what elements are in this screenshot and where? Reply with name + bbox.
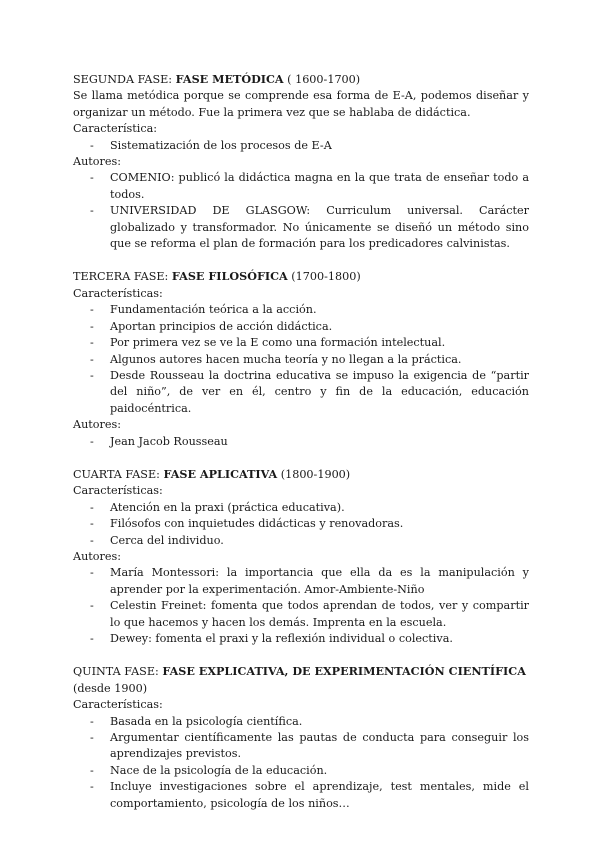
- heading-lead: TERCERA FASE:: [73, 270, 172, 284]
- dash-bullet: -: [90, 434, 94, 448]
- dash-bullet: -: [90, 319, 94, 333]
- list-item-text: Algunos autores hacen mucha teoría y no llegan a la práctica.: [110, 352, 462, 366]
- heading-title: FASE APLICATIVA: [163, 466, 278, 481]
- list-item-text: Argumentar científicamente las pautas de conducta para conseguir los aprendizajes previstos.: [110, 731, 529, 761]
- characteristics-label: Características:: [73, 484, 163, 498]
- list-item: [73, 170, 529, 203]
- heading-dates: (1800-1900): [277, 467, 351, 481]
- dash-bullet: -: [90, 714, 94, 728]
- list-item-text: Dewey: fomenta el praxi y la reflexión individual o colectiva.: [110, 632, 453, 645]
- list-item: [73, 352, 529, 368]
- section-heading: [73, 466, 529, 483]
- dash-bullet: -: [90, 368, 94, 382]
- dash-bullet: -: [90, 632, 94, 645]
- dash-bullet: -: [90, 599, 94, 613]
- characteristics-label: Características:: [73, 698, 163, 712]
- section-segunda-fase: [73, 71, 529, 252]
- dash-bullet: -: [90, 303, 94, 317]
- dash-bullet: -: [90, 566, 94, 580]
- characteristics-label: Características:: [73, 286, 163, 300]
- list-item: [73, 138, 529, 154]
- characteristics-list: [73, 302, 529, 417]
- list-item: [73, 335, 529, 351]
- list-item: [73, 319, 529, 335]
- dash-bullet: -: [90, 763, 94, 777]
- list-item-text: Basada en la psicología científica.: [110, 714, 303, 728]
- heading-lead: CUARTA FASE:: [73, 467, 164, 481]
- heading-dates: (desde 1900): [73, 681, 148, 695]
- dash-bullet: -: [90, 204, 94, 218]
- section-heading: [73, 663, 529, 697]
- list-item: [73, 631, 529, 647]
- list-item-text: Por primera vez se ve la E como una formación intelectual.: [110, 336, 446, 350]
- list-item-text: Fundamentación teórica a la acción.: [110, 303, 317, 317]
- list-item-text: Filósofos con inquietudes didácticas y renovadoras.: [110, 517, 404, 531]
- dash-bullet: -: [90, 171, 94, 185]
- list-item: [73, 368, 529, 417]
- document-page: [73, 71, 529, 828]
- list-item: [73, 302, 529, 318]
- list-item: [73, 533, 529, 549]
- heading-lead: SEGUNDA FASE:: [73, 73, 176, 86]
- list-item-text: Jean Jacob Rousseau: [110, 434, 228, 448]
- heading-title: FASE METÓDICA: [175, 72, 284, 86]
- dash-bullet: -: [90, 780, 94, 794]
- list-item-text: Incluye investigaciones sobre el aprendizaje, test mentales, mide el comportamiento, psicología de los niños…: [110, 780, 529, 810]
- list-item-text: Nace de la psicología de la educación.: [110, 763, 328, 777]
- authors-label: Autores:: [73, 155, 121, 169]
- list-item: [73, 730, 529, 763]
- section-intro: Se llama metódica porque se comprende esa forma de E-A, podemos diseñar y organizar un método. Fue la primera vez que se hablaba de didáctica.: [73, 89, 529, 119]
- dash-bullet: -: [90, 500, 94, 514]
- heading-lead: QUINTA FASE:: [73, 665, 163, 679]
- list-item: [73, 779, 529, 812]
- authors-label: Autores:: [73, 549, 121, 563]
- list-item-text: Desde Rousseau la doctrina educativa se impuso la exigencia de “partir del niño”, de ver en él, centro y fin de la educación, educación paidocéntrica.: [110, 368, 529, 415]
- dash-bullet: -: [90, 352, 94, 366]
- section-heading: [73, 71, 529, 88]
- list-item: [73, 598, 529, 631]
- list-item-text: Sistematización de los procesos de E-A: [110, 138, 332, 152]
- dash-bullet: -: [90, 336, 94, 350]
- list-item: [73, 434, 529, 450]
- list-item-text: Cerca del individuo.: [110, 533, 224, 547]
- list-item-text: Atención en la praxi (práctica educativa).: [110, 500, 345, 514]
- characteristics-list: [73, 500, 529, 549]
- dash-bullet: -: [90, 517, 94, 531]
- dash-bullet: -: [90, 138, 94, 152]
- list-item: [73, 565, 529, 598]
- heading-title: FASE EXPLICATIVA, DE EXPERIMENTACIÓN CIENTÍFICA: [162, 664, 526, 679]
- list-item: [73, 714, 529, 730]
- section-quinta-fase: [73, 663, 529, 812]
- list-item: [73, 500, 529, 516]
- authors-list: [73, 565, 529, 647]
- list-item-text: María Montessori: la importancia que ella da es la manipulación y aprender por la experimentación. Amor-Ambiente-Niño: [110, 566, 529, 596]
- heading-title: FASE FILOSÓFICA: [171, 269, 288, 284]
- heading-dates: ( 1600-1700): [283, 73, 361, 86]
- list-item: [73, 203, 529, 252]
- list-item-text: Celestin Freinet: fomenta que todos aprendan de todos, ver y compartir lo que hacemos y hacen los demás. Imprenta en la escuela.: [110, 599, 529, 629]
- list-item: [73, 763, 529, 779]
- list-item-text: Aportan principios de acción didáctica.: [110, 319, 333, 333]
- characteristics-list: [73, 714, 529, 812]
- list-item-text: COMENIO: publicó la didáctica magna en la que trata de enseñar todo a todos.: [110, 171, 529, 201]
- heading-dates: (1700-1800): [287, 270, 361, 284]
- authors-list: [73, 170, 529, 252]
- dash-bullet: -: [90, 731, 94, 745]
- authors-label: Autores:: [73, 418, 121, 432]
- list-item: [73, 516, 529, 532]
- authors-list: [73, 434, 529, 450]
- dash-bullet: -: [90, 533, 94, 547]
- characteristics-list: [73, 138, 529, 154]
- section-tercera-fase: [73, 268, 529, 449]
- characteristics-label: Característica:: [73, 122, 158, 136]
- list-item-text: UNIVERSIDAD DE GLASGOW: Curriculum universal. Carácter globalizado y transformador. No únicamente se diseñó un método sino que se reforma el plan de formación para los predicadores calvinistas.: [110, 204, 529, 251]
- section-cuarta-fase: [73, 466, 529, 647]
- section-heading: [73, 268, 529, 285]
